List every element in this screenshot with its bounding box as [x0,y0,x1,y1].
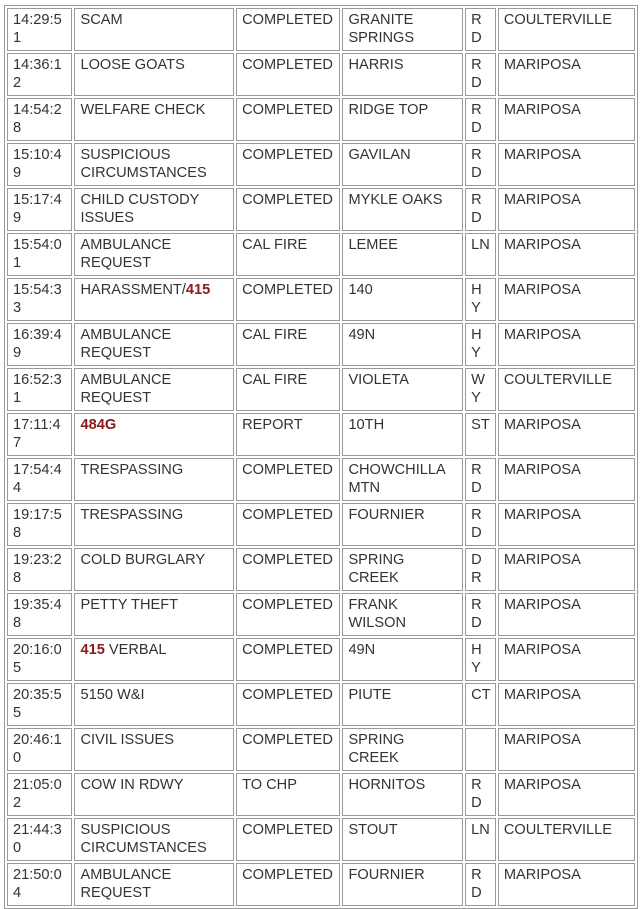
street-cell: MYKLE OAKS [342,188,463,231]
suffix-cell: HY [465,638,496,681]
city-cell: MARIPOSA [498,233,635,276]
suffix-cell: HY [465,278,496,321]
status-cell: COMPLETED [236,98,340,141]
time-cell: 21:50:04 [7,863,72,906]
city-cell: MARIPOSA [498,683,635,726]
suffix-cell: LN [465,818,496,861]
type-text: AMBULANCE REQUEST [80,327,172,361]
time-cell: 19:35:48 [7,593,72,636]
status-cell: COMPLETED [236,503,340,546]
suffix-cell: RD [465,188,496,231]
type-text: CIVIL ISSUES [80,732,175,748]
type-cell [74,863,234,906]
type-text: COW IN RDWY [80,777,184,793]
time-cell: 14:29:51 [7,8,72,51]
type-cell [74,638,234,681]
type-text: 5150 W&I [80,687,145,703]
type-text: SUSPICIOUS CIRCUMSTANCES [80,147,207,181]
type-text: WELFARE CHECK [80,102,206,118]
street-cell: GRANITE SPRINGS [342,8,463,51]
table-row [7,233,635,276]
type-text: AMBULANCE REQUEST [80,867,172,901]
type-text: PETTY THEFT [80,597,179,613]
street-cell: 140 [342,278,463,321]
table-row [7,143,635,186]
status-cell: REPORT [236,413,340,456]
time-cell: 14:36:12 [7,53,72,96]
time-cell: 14:54:28 [7,98,72,141]
street-cell: 10TH [342,413,463,456]
status-cell: COMPLETED [236,143,340,186]
suffix-cell: HY [465,323,496,366]
street-cell: CHOWCHILLA MTN [342,458,463,501]
street-cell: VIOLETA [342,368,463,411]
type-cell [74,593,234,636]
status-cell: COMPLETED [236,278,340,321]
time-cell: 15:17:49 [7,188,72,231]
suffix-cell: RD [465,98,496,141]
city-cell: MARIPOSA [498,593,635,636]
suffix-cell: RD [465,593,496,636]
table-row [7,728,635,771]
status-cell: COMPLETED [236,728,340,771]
type-cell [74,53,234,96]
street-cell: LEMEE [342,233,463,276]
status-cell: COMPLETED [236,863,340,906]
city-cell: MARIPOSA [498,863,635,906]
table-row [7,188,635,231]
time-cell: 16:52:31 [7,368,72,411]
type-cell [74,458,234,501]
suffix-cell: RD [465,8,496,51]
type-cell [74,188,234,231]
status-cell: COMPLETED [236,548,340,591]
type-cell [74,413,234,456]
street-cell: SPRING CREEK [342,548,463,591]
city-cell: MARIPOSA [498,323,635,366]
table-row [7,773,635,816]
street-cell: RIDGE TOP [342,98,463,141]
suffix-cell: RD [465,53,496,96]
street-cell: GAVILAN [342,143,463,186]
time-cell: 15:54:33 [7,278,72,321]
type-code: 415 [185,282,211,298]
status-cell: COMPLETED [236,593,340,636]
status-cell: COMPLETED [236,638,340,681]
type-text: COLD BURGLARY [80,552,206,568]
type-cell [74,278,234,321]
type-text-after: VERBAL [104,642,167,658]
type-text: LOOSE GOATS [80,57,185,73]
type-text: SUSPICIOUS CIRCUMSTANCES [80,822,207,856]
status-cell: CAL FIRE [236,323,340,366]
city-cell: MARIPOSA [498,458,635,501]
type-text: HARASSMENT/ [80,282,186,298]
call-log-body [7,8,635,906]
table-row [7,683,635,726]
table-row [7,638,635,681]
call-log-table [4,5,638,909]
time-cell: 20:46:10 [7,728,72,771]
suffix-cell: LN [465,233,496,276]
street-cell: HARRIS [342,53,463,96]
suffix-cell: RD [465,143,496,186]
city-cell: MARIPOSA [498,278,635,321]
status-cell: COMPLETED [236,53,340,96]
table-row [7,863,635,906]
status-cell: TO CHP [236,773,340,816]
type-text: TRESPASSING [80,507,184,523]
type-cell [74,683,234,726]
suffix-cell: RD [465,773,496,816]
table-row [7,413,635,456]
type-cell [74,143,234,186]
city-cell: MARIPOSA [498,728,635,771]
status-cell: CAL FIRE [236,233,340,276]
street-cell: 49N [342,638,463,681]
status-cell: COMPLETED [236,683,340,726]
suffix-cell: CT [465,683,496,726]
time-cell: 20:35:55 [7,683,72,726]
type-cell [74,98,234,141]
street-cell: FOURNIER [342,503,463,546]
time-cell: 21:05:02 [7,773,72,816]
type-cell [74,503,234,546]
suffix-cell [465,728,496,771]
city-cell: MARIPOSA [498,53,635,96]
time-cell: 19:17:58 [7,503,72,546]
city-cell: MARIPOSA [498,773,635,816]
type-text: AMBULANCE REQUEST [80,372,172,406]
street-cell: HORNITOS [342,773,463,816]
suffix-cell: DR [465,548,496,591]
city-cell: COULTERVILLE [498,368,635,411]
city-cell: MARIPOSA [498,503,635,546]
type-cell [74,8,234,51]
table-row [7,503,635,546]
street-cell: SPRING CREEK [342,728,463,771]
city-cell: MARIPOSA [498,98,635,141]
type-cell [74,728,234,771]
status-cell: CAL FIRE [236,368,340,411]
time-cell: 19:23:28 [7,548,72,591]
table-row [7,368,635,411]
type-code: 484G [80,417,117,433]
type-cell [74,773,234,816]
suffix-cell: ST [465,413,496,456]
street-cell: 49N [342,323,463,366]
suffix-cell: RD [465,863,496,906]
street-cell: STOUT [342,818,463,861]
street-cell: FRANK WILSON [342,593,463,636]
type-text: SCAM [80,12,123,28]
table-row [7,818,635,861]
time-cell: 21:44:30 [7,818,72,861]
city-cell: MARIPOSA [498,548,635,591]
status-cell: COMPLETED [236,8,340,51]
suffix-cell: RD [465,503,496,546]
status-cell: COMPLETED [236,458,340,501]
type-text: CHILD CUSTODY ISSUES [80,192,200,226]
table-row [7,323,635,366]
type-cell [74,818,234,861]
type-code: 415 [80,642,105,658]
street-cell: PIUTE [342,683,463,726]
time-cell: 17:11:47 [7,413,72,456]
city-cell: COULTERVILLE [498,8,635,51]
type-cell [74,233,234,276]
city-cell: MARIPOSA [498,143,635,186]
city-cell: MARIPOSA [498,413,635,456]
suffix-cell: WY [465,368,496,411]
city-cell: COULTERVILLE [498,818,635,861]
table-row [7,548,635,591]
time-cell: 20:16:05 [7,638,72,681]
status-cell: COMPLETED [236,818,340,861]
type-cell [74,368,234,411]
status-cell: COMPLETED [236,188,340,231]
street-cell: FOURNIER [342,863,463,906]
type-cell [74,323,234,366]
type-cell [74,548,234,591]
time-cell: 16:39:49 [7,323,72,366]
table-row [7,458,635,501]
table-row [7,53,635,96]
type-text: AMBULANCE REQUEST [80,237,172,271]
table-row [7,8,635,51]
city-cell: MARIPOSA [498,638,635,681]
table-row [7,593,635,636]
table-row [7,98,635,141]
city-cell: MARIPOSA [498,188,635,231]
time-cell: 17:54:44 [7,458,72,501]
time-cell: 15:54:01 [7,233,72,276]
table-row [7,278,635,321]
suffix-cell: RD [465,458,496,501]
type-text: TRESPASSING [80,462,184,478]
time-cell: 15:10:49 [7,143,72,186]
